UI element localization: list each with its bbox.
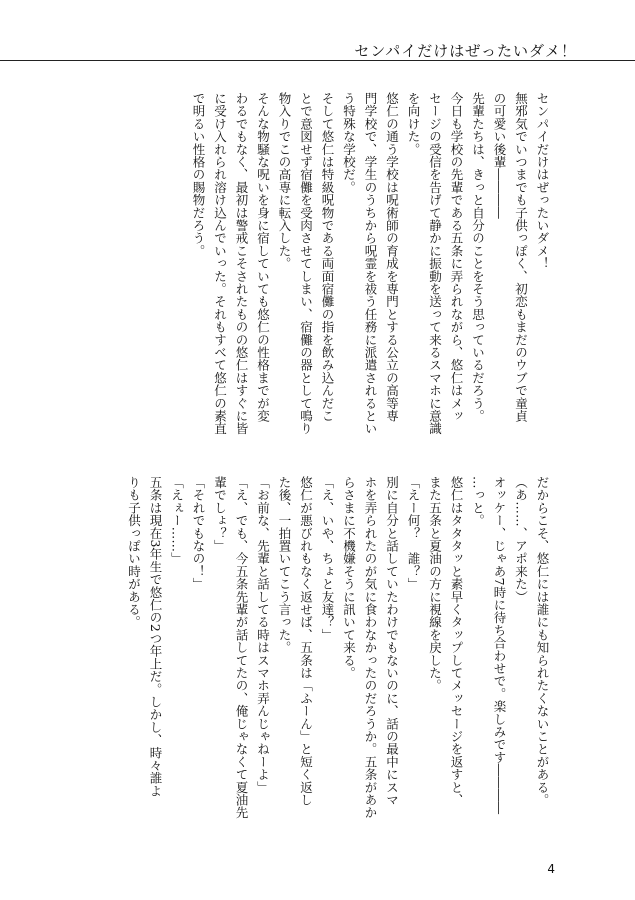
text-line: セージの受信を告げて静かに振動を送って来るスマホに意識 (427, 92, 443, 435)
text-line: で明るい性格の賜物だろう。 (191, 92, 206, 258)
text-line: わるでもなく、最初は警戒こそされたものの悠仁はすぐに皆 (234, 92, 249, 435)
running-header: センパイだけはぜったいダメ！ (354, 42, 577, 60)
text-line: ホを弄られたのが気に食わなかったのだろうか。五条があか (363, 476, 378, 819)
text-line: そんな物騒な呪いを身に宿していても悠仁の性格までが変 (255, 92, 271, 423)
text-line: 「えぇー……」 (169, 476, 185, 565)
text-line: 輩でしょ？」 (212, 476, 228, 553)
text-line: 五条は現在3年生で悠仁の2つ年上だ。しかし、時々誰よ (148, 476, 163, 798)
text-line: そして悠仁は特級呪物である両面宿儺の指を飲み込んだこ (320, 92, 335, 423)
page-number: 4 (547, 862, 555, 876)
text-line: 悠仁の通う学校は呪術師の育成を専門とする公立の高等専 (384, 92, 400, 423)
text-line: 物入りでこの高専に転入した。 (277, 92, 292, 270)
text-line: とで意図せず宿儺を受肉させてしまい、宿儺の器として鳴り (298, 92, 314, 435)
text-line: 今日も学校の先輩である五条に弄られながら、悠仁はメッ (449, 92, 464, 423)
text-line: センパイだけはぜったいダメ！ (535, 92, 550, 270)
text-line: オッケー、じゃあ7時に待ち合わせで。楽しみです―――― (492, 476, 507, 815)
text-line: りも子供っぽい時がある。 (126, 476, 142, 629)
header-rule (0, 60, 635, 61)
text-line: 悠仁はタタタッと素早くタップしてメッセージを返すと、 (449, 476, 464, 807)
text-line: 「え、いや、ちょと友達？」 (320, 476, 335, 642)
text-line: 悠仁が悪びれもなく返せば、五条は「ふーん」と短く返し (298, 476, 314, 807)
text-line: の可愛い後輩―――― (492, 92, 507, 219)
text-line: 別に自分と話していたわけでもないのに、話の最中にスマ (384, 476, 400, 807)
text-line: う特殊な学校だ。 (341, 92, 357, 194)
text-line: 「お前な、先輩と話してる時はスマホ弄んじゃねーよ」 (255, 476, 271, 794)
text-line: 無邪気でいつまでも子供っぽく、初恋もまだのウブで童貞 (513, 92, 529, 423)
upper-text-block (73, 92, 553, 462)
text-line: に受け入れられ溶け込んでいった。それもすべて悠仁の素直 (212, 92, 228, 435)
text-line: 「えー何？ 誰？」 (406, 476, 421, 591)
text-line: 「それでもなの！」 (191, 476, 206, 591)
lower-text-block (73, 476, 553, 861)
text-line: 門学校で、学生のうちから呪霊を祓う任務に派遣されるとい (363, 92, 378, 435)
text-line: …っと。 (470, 476, 486, 527)
text-line: た後、一拍置いてこう言った。 (277, 476, 292, 654)
text-line: 「え、でも、今五条先輩が話してたの、俺じゃなくて夏油先 (234, 476, 249, 819)
text-line: を向けた。 (406, 92, 421, 156)
text-line: だからこそ、悠仁には誰にも知られたくないことがある。 (535, 476, 550, 807)
text-line: 先輩たちは、きっと自分のことをそう思っているだろう。 (470, 92, 486, 423)
text-line: また五条と夏油の方に視線を戻した。 (427, 476, 443, 692)
text-line: （あ……、アポ来た） (513, 476, 529, 603)
text-line: らさまに不機嫌そうに訊いて来る。 (341, 476, 357, 680)
